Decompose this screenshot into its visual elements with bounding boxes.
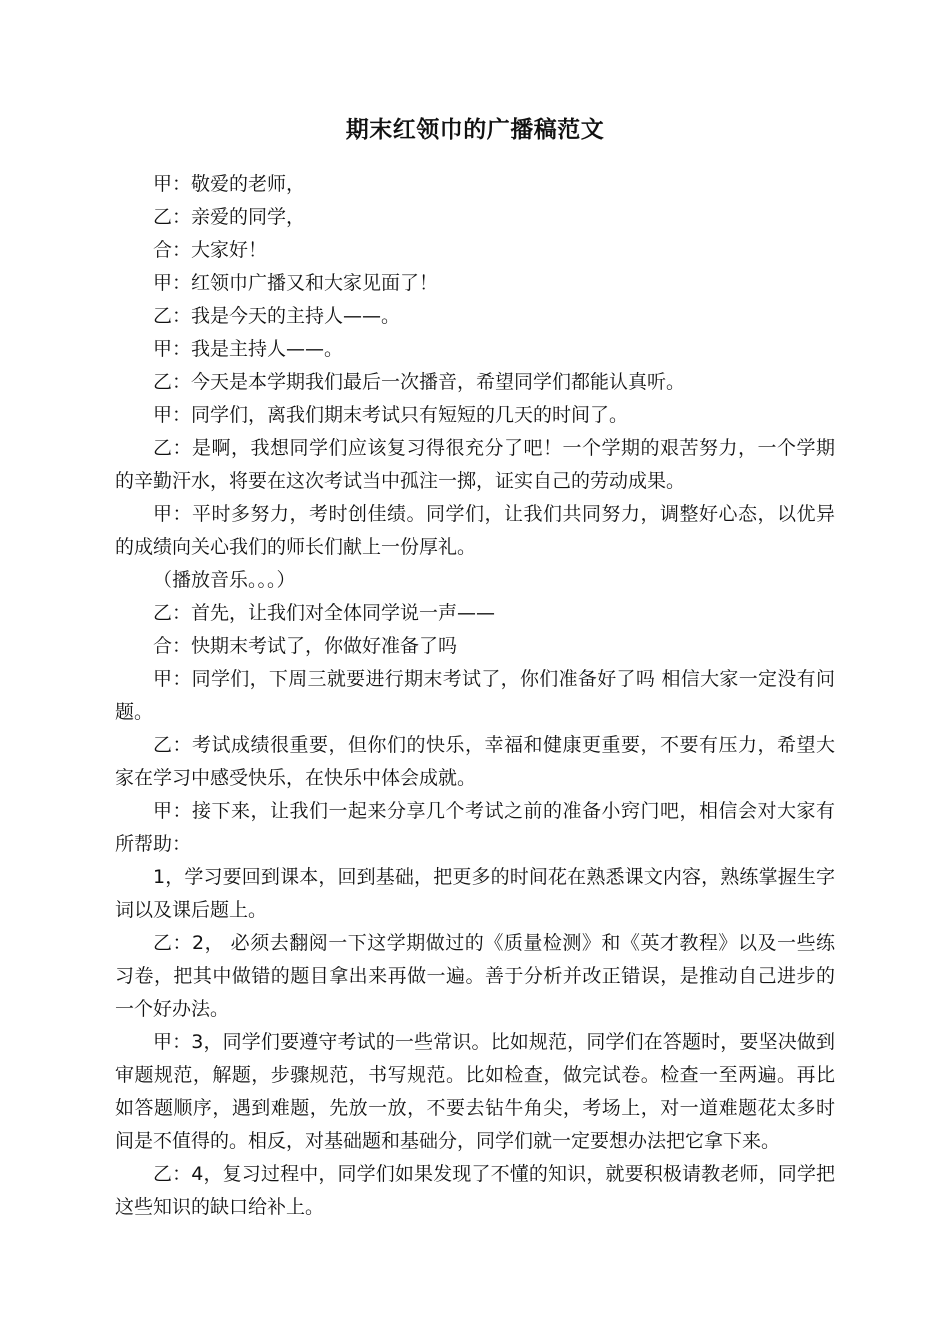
paragraph: 甲：同学们，离我们期末考试只有短短的几天的时间了。 [153, 404, 629, 426]
stage-direction: （播放音乐。。。） [153, 569, 296, 591]
paragraph: 乙：今天是本学期我们最后一次播音，希望同学们都能认真听。 [153, 371, 686, 393]
paragraph: 甲：接下来，让我们一起来分享几个考试之前的准备小窍门吧，相信会对大家有所帮助： [115, 800, 835, 855]
paragraph: 乙：我是今天的主持人——。 [153, 305, 401, 327]
paragraph: 乙：首先，让我们对全体同学说一声—— [153, 602, 496, 624]
paragraph: 乙：亲爱的同学， [153, 206, 306, 228]
paragraph: 甲：敬爱的老师， [153, 173, 306, 195]
paragraph: 1，学习要回到课本，回到基础，把更多的时间花在熟悉课文内容，熟练掌握生字词以及课后题上。 [115, 866, 835, 921]
paragraph: 乙：2， 必须去翻阅一下这学期做过的《质量检测》和《英才教程》以及一些练习卷，把其中做错的题目拿出来再做一遍。善于分析并改正错误，是推动自己进步的一个好办法。 [115, 932, 835, 1020]
paragraph: 合：快期末考试了，你做好准备了吗 [153, 635, 458, 657]
paragraph: 甲：平时多努力，考时创佳绩。同学们，让我们共同努力，调整好心态，以优异的成绩向关心我们的师长们献上一份厚礼。 [115, 503, 835, 558]
paragraph: 甲：3，同学们要遵守考试的一些常识。比如规范，同学们在答题时，要坚决做到审题规范，解题，步骤规范，书写规范。比如检查，做完试卷。检查一至两遍。再比如答题顺序，遇到难题，先放一放，不要去钻牛角尖，考场上，对一道难题花太多时间是不值得的。相反，对基础题和基础分，同学们就一定要想办法把它拿下来。 [115, 1031, 835, 1152]
paragraph: 甲：我是主持人——。 [153, 338, 344, 360]
paragraph: 合：大家好！ [153, 239, 268, 261]
paragraph: 甲：同学们，下周三就要进行期末考试了，你们准备好了吗 相信大家一定没有问题。 [115, 668, 835, 723]
document-body [115, 168, 835, 1224]
document-title: 期末红领巾的广播稿范文 [345, 117, 605, 143]
paragraph: 乙：4，复习过程中，同学们如果发现了不懂的知识，就要积极请教老师，同学把这些知识的缺口给补上。 [115, 1163, 835, 1218]
paragraph: 乙：考试成绩很重要，但你们的快乐，幸福和健康更重要，不要有压力，希望大家在学习中感受快乐，在快乐中体会成就。 [115, 734, 835, 789]
paragraph: 甲：红领巾广播又和大家见面了！ [153, 272, 439, 294]
paragraph: 乙：是啊，我想同学们应该复习得很充分了吧！一个学期的艰苦努力，一个学期的辛勤汗水，将要在这次考试当中孤注一掷，证实自己的劳动成果。 [115, 437, 835, 492]
